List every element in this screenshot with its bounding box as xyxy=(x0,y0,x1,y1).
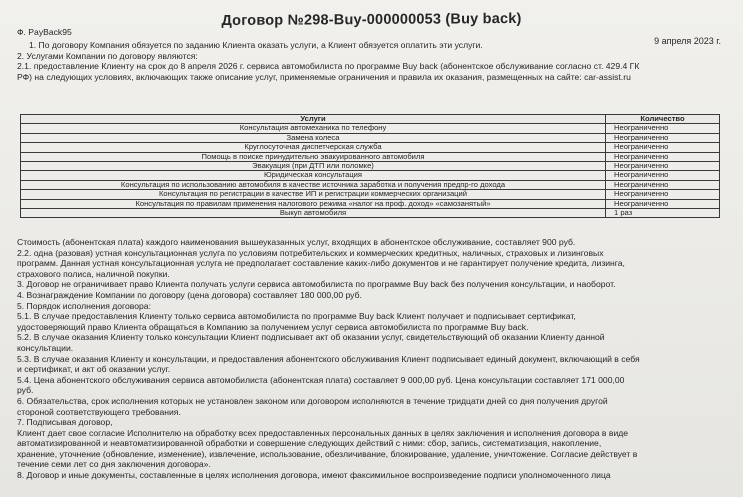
clause-8: 8. Договор и иные документы, составленные в целях исполнения договора, имеют факсимильное воспроизведение подписи уполномоченного лица xyxy=(17,470,611,481)
table-row xyxy=(21,199,720,208)
service-qty: Неограниченно xyxy=(606,133,720,142)
service-qty: 1 раз xyxy=(606,209,720,218)
service-name: Круглосуточная диспетчерская служба xyxy=(21,143,606,152)
service-qty: Неограниченно xyxy=(606,162,720,171)
service-qty: Неограниченно xyxy=(606,143,720,152)
clause-5-3: 5.3. В случае оказания Клиенту и консультации, и предоставления абонентского обслуживания Клиент подписывает единый документ, включающий в себя xyxy=(17,353,640,364)
clause-5: 5. Порядок исполнения договора: xyxy=(17,300,151,311)
service-name: Замена колеса xyxy=(21,133,606,142)
sender-label: Ф. PayBack95 xyxy=(17,27,72,37)
clause-6: 6. Обязательства, срок исполнения которых не установлен законом или договором исполняются в течение тридцати дней со дня получения другой xyxy=(17,395,608,406)
clause-5-1: 5.1. В случае предоставления Клиенту только сервиса автомобилиста по программе Buy back Клиент получает и подписывает сертификат, xyxy=(17,311,576,322)
clause-2-1: 2.1. предоставление Клиенту на срок до 8 апреля 2026 г. сервиса автомобилиста по программе Buy back (абонентское обслуживание согласно ст. 429.4 ГК xyxy=(17,61,640,72)
clause-7: 7. Подписывая договор, xyxy=(17,417,113,428)
clause-2-1-cont: РФ) на следующих условиях, включающих также описание услуг, применяемые ограничения и правила их оказания, размещенных на сайте: car-assist.ru xyxy=(17,71,631,82)
intro-clauses xyxy=(17,40,722,82)
clause-7-consent-1: Клиент дает свое согласие Исполнителю на обработку всех предоставленных персональных данных в целях заключения и исполнения договора в виде xyxy=(17,427,629,438)
clause-4: 4. Вознаграждение Компании по договору (цена договора) составляет 180 000,00 руб. xyxy=(17,289,362,300)
clause-1: 1. По договору Компания обязуется по заданию Клиента оказать услуги, а Клиент обязуется оплатить эти услуги. xyxy=(29,40,483,50)
service-qty: Неограниченно xyxy=(606,199,720,208)
clause-5-2-cont: консультации. xyxy=(17,342,74,353)
table-row xyxy=(21,124,720,133)
clause-2-2-end: страхового полиса, наличной покупки. xyxy=(17,268,170,279)
table-row xyxy=(21,209,720,218)
clause-7-consent-3: хранение, уточнение (обновление, изменение), извлечение, использование, обезличивание, блокирование, удаление, уничтожение. Согласие действует в xyxy=(17,448,638,459)
table-row xyxy=(21,171,720,180)
clause-5-2: 5.2. В случае оказания Клиенту только консультации Клиент подписывает акт об оказании услуг, свидетельствующий об оказании Клиенту данной xyxy=(17,332,605,343)
clause-7-consent-2: автоматизированной и неавтоматизированной обработки и совершение следующих действий с ними: сбор, запись, систематизация, накопление, xyxy=(17,438,602,449)
table-header-row xyxy=(21,115,720,124)
table-row xyxy=(21,162,720,171)
services-table xyxy=(20,114,720,218)
service-name: Консультация по использованию автомобиля в качестве источника заработка и получения предпр-го дохода xyxy=(21,180,606,189)
clause-3: 3. Договор не ограничивает право Клиента получать услуги сервиса автомобилиста по программе Buy back без получения консультации, и наоборот. xyxy=(17,279,616,290)
table-row xyxy=(21,143,720,152)
clause-5-4: 5.4. Цена абонентского обслуживания сервиса автомобилиста (абонентская плата) составляет 9 000,00 руб. Цена консультации составляет 171 000,00 xyxy=(17,374,625,385)
table-row xyxy=(21,190,720,199)
header-services: Услуги xyxy=(21,115,606,124)
clause-2-2-cont: программ. Данная устная консультационная услуга не предполагает составление каких-либо документов и не гарантирует получение кредита, лизинга, xyxy=(17,258,625,269)
service-qty: Неограниченно xyxy=(606,180,720,189)
clause-7-consent-4: течение семи лет со дня заключения договора». xyxy=(17,459,211,470)
service-name: Эвакуация (при ДТП или поломке) xyxy=(21,162,606,171)
header-quantity: Количество xyxy=(606,115,720,124)
service-name: Выкуп автомобиля xyxy=(21,209,606,218)
service-qty: Неограниченно xyxy=(606,171,720,180)
clause-5-4-cont: руб. xyxy=(17,385,34,396)
price-note: Стоимость (абонентская плата) каждого наименования вышеуказанных услуг, входящих в абонентское обслуживание, составляет 900 руб. xyxy=(17,237,576,247)
service-name: Консультация по регистрации в качестве ИП и регистрации коммерческих организаций xyxy=(21,190,606,199)
service-name: Консультация автомеханика по телефону xyxy=(21,124,606,133)
clause-6-cont: стороной соответствующего требования. xyxy=(17,406,181,417)
contract-body xyxy=(17,237,723,481)
table-row xyxy=(21,180,720,189)
table-row xyxy=(21,133,720,142)
service-name: Помощь в поиске принудительно эвакуированного автомобиля xyxy=(21,152,606,161)
service-qty: Неограниченно xyxy=(606,124,720,133)
service-qty: Неограниченно xyxy=(606,190,720,199)
service-name: Юридическая консультация xyxy=(21,171,606,180)
service-name: Консультация по правилам применения налогового режима «налог на проф. доход» «самозанятый» xyxy=(21,199,606,208)
clause-5-3-cont: и сертификат, и акт об оказании услуг. xyxy=(17,364,171,375)
clause-5-1-cont: удостоверяющий право Клиента обращаться в Компанию за получением услуг сервиса автомобилиста по программе Buy back. xyxy=(17,321,529,332)
service-qty: Неограниченно xyxy=(606,152,720,161)
contract-date: 9 апреля 2023 г. xyxy=(654,36,721,46)
clause-2-2: 2.2. одна (разовая) устная консультационная услуга по условиям потребительских и коммерческих кредитных, наличных, страховых и лизинговых xyxy=(17,247,604,258)
clause-2: 2. Услугами Компании по договору являются: xyxy=(17,50,198,61)
contract-title: Договор №298-Buy-000000053 (Buy back) xyxy=(221,10,522,30)
table-row xyxy=(21,152,720,161)
